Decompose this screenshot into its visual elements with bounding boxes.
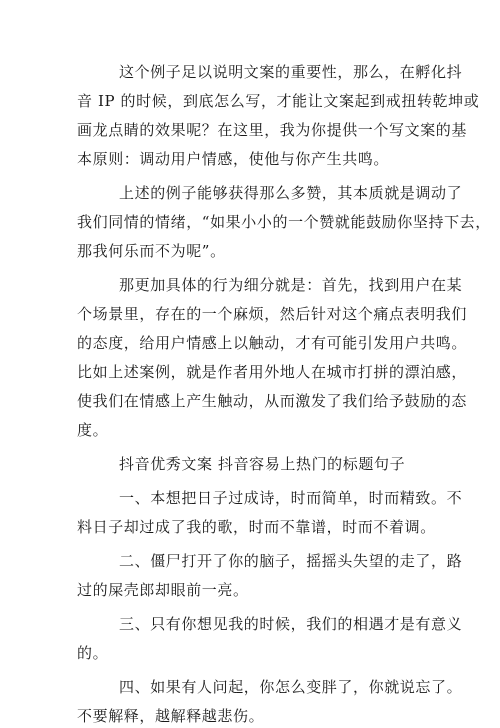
text-line: 四、如果有人问起，你怎么变胖了，你就说忘了。 bbox=[119, 678, 463, 696]
text-line: 一、本想把日子过成诗，时而简单，时而精致。不 bbox=[119, 489, 463, 507]
text-line: 音 IP 的时候，到底怎么写，才能让文案起到戒扭转乾坤或 bbox=[77, 92, 480, 110]
text-line: 的。 bbox=[77, 644, 109, 662]
text-line: 三、只有你想见我的时候，我们的相遇才是有意义 bbox=[119, 615, 463, 633]
text-line: 比如上述案例，就是作者用外地人在城市打拼的漂泊感， bbox=[77, 363, 468, 381]
text-line: 度。 bbox=[77, 421, 109, 439]
text-line: 的态度，给用户情感上以触动，才有可能引发用户共鸣。 bbox=[77, 334, 468, 352]
text-line: 个场景里，存在的一个麻烦，然后针对这个痛点表明我们 bbox=[77, 305, 468, 323]
text-line: 这个例子足以说明文案的重要性，那么，在孵化抖 bbox=[119, 63, 463, 81]
text-line: 那更加具体的行为细分就是：首先，找到用户在某 bbox=[119, 276, 463, 294]
text-line: 那我何乐而不为呢”。 bbox=[77, 242, 226, 260]
text-line: 不要解释，越解释越悲伤。 bbox=[77, 707, 265, 725]
section-heading: 抖音优秀文案 抖音容易上热门的标题句子 bbox=[119, 455, 406, 473]
text-line: 二、僵尸打开了你的脑子，摇摇头失望的走了，路 bbox=[119, 552, 463, 570]
text-line: 上述的例子能够获得那么多赞，其本质就是调动了 bbox=[119, 184, 463, 202]
text-line: 料日子却过成了我的歌，时而不靠谱，时而不着调。 bbox=[77, 518, 436, 536]
text-line: 使我们在情感上产生触动，从而激发了我们给予鼓励的态 bbox=[77, 392, 468, 410]
text-line: 画龙点睛的效果呢？在这里，我为你提供一个写文案的基 bbox=[77, 121, 468, 139]
text-line: 本原则：调动用户情感，使他与你产生共鸣。 bbox=[77, 150, 390, 168]
text-line: 我们同情的情绪，“如果小小的一个赞就能鼓励你坚持下去， bbox=[77, 213, 491, 231]
text-line: 过的屎壳郎却眼前一亮。 bbox=[77, 581, 249, 599]
